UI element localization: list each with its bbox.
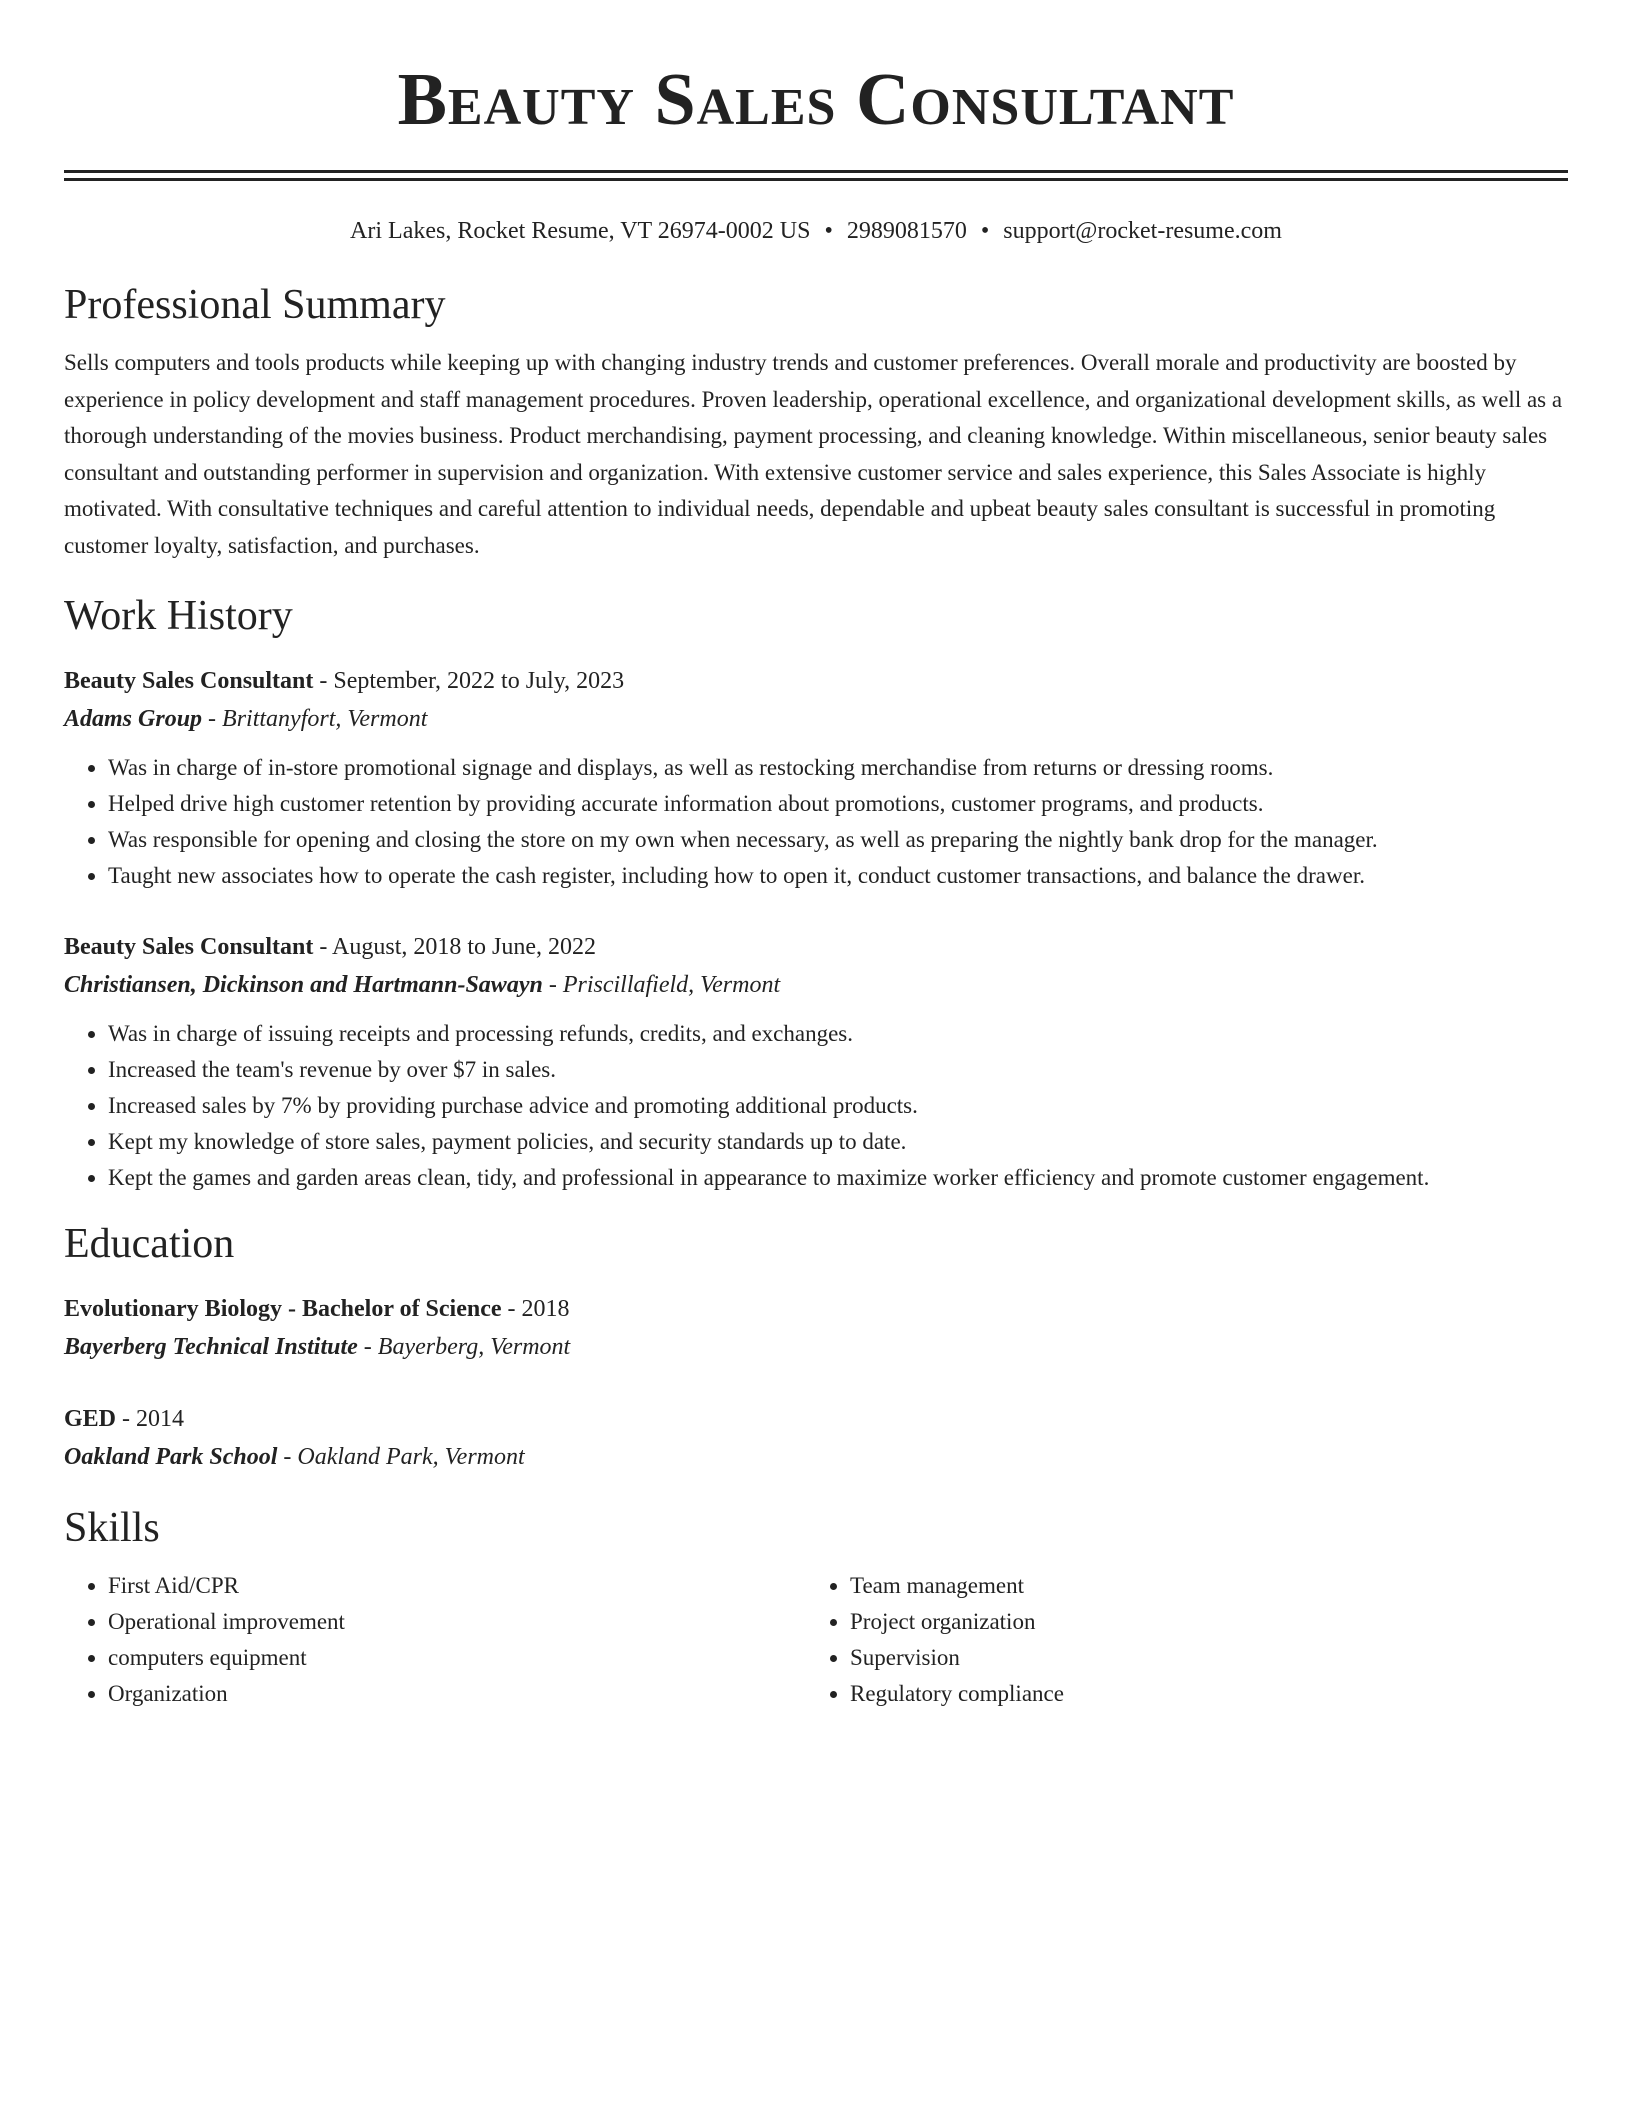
skill-item: • Team management — [850, 1568, 1568, 1604]
skills-heading: Skills — [64, 1505, 160, 1551]
skill-item: • Organization — [108, 1676, 806, 1712]
contact-line — [64, 215, 1568, 247]
job-location: - Brittanyfort, Vermont — [202, 706, 428, 732]
skill-item: • Project organization — [850, 1604, 1568, 1640]
education-location: - Oakland Park, Vermont — [277, 1444, 525, 1470]
job-bullet: • Increased sales by 7% by providing purchase advice and promoting additional products. — [108, 1088, 1568, 1124]
skill-item: • First Aid/CPR — [108, 1568, 806, 1604]
education-year: - 2018 — [501, 1296, 570, 1322]
job-company: Adams Group — [64, 706, 203, 732]
skill-item: • Supervision — [850, 1640, 1568, 1676]
job-entry — [64, 928, 1568, 1196]
contact-separator: • — [824, 218, 833, 244]
work-history-heading: Work History — [64, 593, 293, 639]
header-divider — [64, 170, 1568, 181]
job-bullets — [64, 1016, 1568, 1196]
job-title-line — [64, 662, 1568, 700]
education-entry — [64, 1400, 1568, 1476]
summary-text: Sells computers and tools products while keeping up with changing industry trends and customer preferences. Overall morale and productivity are boosted by experience in policy development and staff management procedures. Proven leadership, operational excellence, and organizational development skills, as well as a thorough understanding of the movies business. Product merchandising, payment processing, and cleaning knowledge. Within miscellaneous, senior beauty sales consultant and outstanding performer in supervision and organization. With extensive customer service and sales experience, this Sales Associate is highly motivated. With consultative techniques and careful attention to individual needs, dependable and upbeat beauty sales consultant is successful in promoting customer loyalty, satisfaction, and purchases. — [64, 350, 1563, 558]
contact-address: Ari Lakes, Rocket Resume, VT 26974-0002 US — [350, 218, 811, 244]
contact-email: support@rocket-resume.com — [1003, 218, 1282, 244]
contact-separator: • — [980, 218, 990, 244]
job-bullet: • Was in charge of issuing receipts and processing refunds, credits, and exchanges. — [108, 1016, 1568, 1052]
summary-heading: Professional Summary — [64, 282, 446, 328]
job-bullet: • Kept my knowledge of store sales, payment policies, and security standards up to date. — [108, 1124, 1568, 1160]
education-school-line — [64, 1438, 1568, 1476]
job-bullet: • Taught new associates how to operate the cash register, including how to open it, conduct customer transactions, and balance the drawer. — [108, 858, 1568, 894]
skills-list-right — [806, 1568, 1568, 1712]
skills-list-left — [64, 1568, 806, 1712]
job-location: - Priscillafield, Vermont — [542, 972, 781, 998]
education-location: - Bayerberg, Vermont — [357, 1334, 571, 1360]
education-school: Oakland Park School — [64, 1444, 278, 1470]
job-company-line — [64, 966, 1568, 1004]
job-bullet: • Was responsible for opening and closing the store on my own when necessary, as well as preparing the nightly bank drop for the manager. — [108, 822, 1568, 858]
education-entry — [64, 1290, 1568, 1366]
job-company: Christiansen, Dickinson and Hartmann-Sawayn — [64, 972, 543, 998]
skill-item: • computers equipment — [108, 1640, 806, 1676]
job-entry — [64, 662, 1568, 894]
skill-item: • Regulatory compliance — [850, 1676, 1568, 1712]
job-company-line — [64, 700, 1568, 738]
job-bullets — [64, 750, 1568, 894]
job-bullet: • Kept the games and garden areas clean, tidy, and professional in appearance to maximize worker efficiency and promote customer engagement. — [108, 1160, 1568, 1196]
education-school-line — [64, 1328, 1568, 1366]
resume-name: Beauty Sales Consultant — [397, 59, 1235, 141]
job-role: Beauty Sales Consultant — [64, 668, 314, 694]
skill-item: • Operational improvement — [108, 1604, 806, 1640]
education-heading: Education — [64, 1221, 235, 1267]
job-bullet: • Increased the team's revenue by over $7 in sales. — [108, 1052, 1568, 1088]
job-bullet: • Was in charge of in-store promotional signage and displays, as well as restocking merchandise from returns or dressing rooms. — [108, 750, 1568, 786]
education-school: Bayerberg Technical Institute — [64, 1334, 358, 1360]
education-year: - 2014 — [116, 1406, 185, 1432]
education-degree-line — [64, 1290, 1568, 1328]
education-degree-line — [64, 1400, 1568, 1438]
job-bullet: • Helped drive high customer retention by providing accurate information about promotions, customer programs, and products. — [108, 786, 1568, 822]
job-dates: - September, 2022 to July, 2023 — [313, 668, 625, 694]
skills-columns — [64, 1568, 1568, 1712]
contact-phone: 2989081570 — [846, 218, 967, 244]
job-role: Beauty Sales Consultant — [64, 934, 314, 960]
education-degree: GED — [64, 1406, 117, 1432]
education-degree: Evolutionary Biology - Bachelor of Science — [64, 1296, 502, 1322]
job-dates: - August, 2018 to June, 2022 — [313, 934, 597, 960]
job-title-line — [64, 928, 1568, 966]
